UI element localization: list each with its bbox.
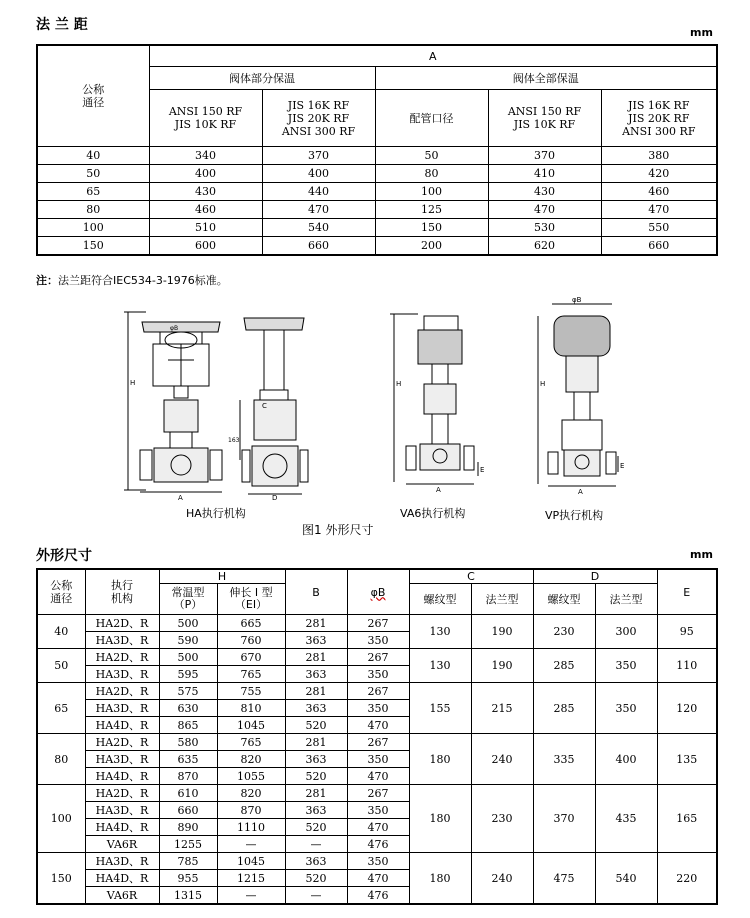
table-cell: 267 bbox=[347, 785, 409, 802]
table-cell: 350 bbox=[347, 666, 409, 683]
table-cell: 230 bbox=[533, 615, 595, 649]
table-cell: 440 bbox=[262, 183, 375, 201]
table-cell: 180 bbox=[409, 785, 471, 853]
D-thread-header: 螺纹型 bbox=[533, 584, 595, 615]
table-cell: 635 bbox=[159, 751, 217, 768]
table-cell: — bbox=[217, 887, 285, 905]
table-cell: 520 bbox=[285, 768, 347, 785]
table-cell: 130 bbox=[409, 649, 471, 683]
table-cell: 363 bbox=[285, 700, 347, 717]
footnote-text: 法兰距符合IEC534-3-1976标准。 bbox=[58, 274, 228, 287]
ha-label: HA执行机构 bbox=[186, 507, 246, 520]
table-cell: 40 bbox=[37, 147, 149, 165]
table-cell: 520 bbox=[285, 819, 347, 836]
phiB-header bbox=[347, 569, 409, 615]
dimensions-table bbox=[36, 568, 718, 905]
table-cell: — bbox=[217, 836, 285, 853]
table-cell: 520 bbox=[285, 717, 347, 734]
table-cell: 755 bbox=[217, 683, 285, 700]
table-cell: HA4D、R bbox=[85, 717, 159, 734]
dim-H-label: H bbox=[130, 379, 136, 387]
table-cell: 1045 bbox=[217, 717, 285, 734]
table-cell: 470 bbox=[347, 717, 409, 734]
table-cell: 1055 bbox=[217, 768, 285, 785]
table-cell: HA3D、R bbox=[85, 666, 159, 683]
nominal-header: 公称 通径 bbox=[37, 45, 149, 147]
section1-title: 法 兰 距 bbox=[36, 17, 88, 33]
table-cell: 540 bbox=[262, 219, 375, 237]
table-cell: 350 bbox=[347, 700, 409, 717]
table-cell: 80 bbox=[37, 734, 85, 785]
table-cell: 460 bbox=[149, 201, 262, 219]
table-row bbox=[37, 165, 717, 183]
table-cell: 80 bbox=[375, 165, 488, 183]
col-header: ANSI 150 RF JIS 10K RF bbox=[149, 90, 262, 147]
table-cell: 50 bbox=[37, 649, 85, 683]
table-cell: 350 bbox=[595, 683, 657, 734]
table-cell: 240 bbox=[471, 853, 533, 905]
table-cell: — bbox=[285, 887, 347, 905]
dim-A-label: A bbox=[178, 494, 183, 500]
footnote bbox=[36, 272, 228, 288]
table-row bbox=[37, 853, 717, 870]
table-cell: 150 bbox=[375, 219, 488, 237]
table-cell: HA2D、R bbox=[85, 649, 159, 666]
table-cell: 785 bbox=[159, 853, 217, 870]
table-cell: HA3D、R bbox=[85, 751, 159, 768]
table-row bbox=[37, 734, 717, 751]
full-insulation-header: 阀体全部保温 bbox=[375, 67, 717, 90]
table-cell: 520 bbox=[285, 870, 347, 887]
table-cell: 670 bbox=[217, 649, 285, 666]
table-cell: 470 bbox=[347, 768, 409, 785]
table-cell: 590 bbox=[159, 632, 217, 649]
section1-unit: mm bbox=[690, 26, 713, 39]
table-cell: 340 bbox=[149, 147, 262, 165]
table-cell: 600 bbox=[149, 237, 262, 256]
B-header: B bbox=[285, 569, 347, 615]
table-cell: 267 bbox=[347, 734, 409, 751]
table-cell: 267 bbox=[347, 683, 409, 700]
table-row bbox=[37, 147, 717, 165]
table-cell: 400 bbox=[149, 165, 262, 183]
table-cell: 765 bbox=[217, 734, 285, 751]
ha-actuator-svg bbox=[120, 300, 320, 500]
table-cell: 400 bbox=[262, 165, 375, 183]
table-cell: 363 bbox=[285, 853, 347, 870]
footnote-label: 注： bbox=[36, 274, 58, 287]
table-cell: 80 bbox=[37, 201, 149, 219]
C-thread-header: 螺纹型 bbox=[409, 584, 471, 615]
table-cell: 350 bbox=[347, 632, 409, 649]
dim-phiB-label: φB bbox=[170, 325, 179, 332]
table-cell: 350 bbox=[347, 751, 409, 768]
table-cell: HA2D、R bbox=[85, 734, 159, 751]
table-cell: 665 bbox=[217, 615, 285, 632]
table-cell: 100 bbox=[375, 183, 488, 201]
table-cell: 620 bbox=[488, 237, 601, 256]
table-cell: 420 bbox=[601, 165, 717, 183]
table-cell: 430 bbox=[488, 183, 601, 201]
table-cell: 190 bbox=[471, 649, 533, 683]
table-cell: 100 bbox=[37, 785, 85, 853]
table-cell: 100 bbox=[37, 219, 149, 237]
table-cell: 580 bbox=[159, 734, 217, 751]
vp-actuator-svg bbox=[530, 296, 630, 496]
table-cell: 180 bbox=[409, 853, 471, 905]
table-cell: 215 bbox=[471, 683, 533, 734]
table-cell: 1315 bbox=[159, 887, 217, 905]
partial-insulation-header: 阀体部分保温 bbox=[149, 67, 375, 90]
table-cell: 890 bbox=[159, 819, 217, 836]
table-cell: 230 bbox=[471, 785, 533, 853]
va-dim-H-label: H bbox=[396, 380, 402, 388]
col-header: JIS 16K RF JIS 20K RF ANSI 300 RF bbox=[262, 90, 375, 147]
table-cell: 281 bbox=[285, 785, 347, 802]
table-cell: 460 bbox=[601, 183, 717, 201]
table-cell: 370 bbox=[262, 147, 375, 165]
table-cell: 475 bbox=[533, 853, 595, 905]
table-cell: 470 bbox=[601, 201, 717, 219]
table-cell: 575 bbox=[159, 683, 217, 700]
va-actuator-svg bbox=[388, 306, 488, 496]
table-cell: 500 bbox=[159, 615, 217, 632]
table-cell: 285 bbox=[533, 649, 595, 683]
table-cell: HA3D、R bbox=[85, 802, 159, 819]
table-cell: 820 bbox=[217, 751, 285, 768]
table-row bbox=[37, 649, 717, 666]
normal-type-header: 常温型 （P） bbox=[159, 584, 217, 615]
table-cell: 180 bbox=[409, 734, 471, 785]
table-cell: 363 bbox=[285, 632, 347, 649]
table-cell: HA3D、R bbox=[85, 700, 159, 717]
figure-caption: 图1 外形尺寸 bbox=[302, 523, 374, 537]
table-cell: 65 bbox=[37, 183, 149, 201]
table-cell: 335 bbox=[533, 734, 595, 785]
table-cell: 476 bbox=[347, 887, 409, 905]
table-cell: 267 bbox=[347, 615, 409, 632]
table-cell: 150 bbox=[37, 237, 149, 256]
section2-title: 外形尺寸 bbox=[36, 548, 92, 564]
table-cell: 410 bbox=[488, 165, 601, 183]
table-cell: 370 bbox=[488, 147, 601, 165]
table-cell: 300 bbox=[595, 615, 657, 649]
table-cell: 130 bbox=[409, 615, 471, 649]
table-cell: 470 bbox=[262, 201, 375, 219]
table-cell: 760 bbox=[217, 632, 285, 649]
table-cell: 430 bbox=[149, 183, 262, 201]
table-cell: 1110 bbox=[217, 819, 285, 836]
table-row bbox=[37, 219, 717, 237]
table-cell: 865 bbox=[159, 717, 217, 734]
table-cell: 540 bbox=[595, 853, 657, 905]
table-cell: 50 bbox=[37, 165, 149, 183]
table-cell: 1045 bbox=[217, 853, 285, 870]
table-cell: 95 bbox=[657, 615, 717, 649]
table-cell: 220 bbox=[657, 853, 717, 905]
va-actuator-drawing bbox=[388, 306, 488, 496]
table-cell: 470 bbox=[347, 870, 409, 887]
table-cell: 50 bbox=[375, 147, 488, 165]
col-header: 配管口径 bbox=[375, 90, 488, 147]
vp-dim-A-label: A bbox=[578, 488, 583, 496]
table-cell: 500 bbox=[159, 649, 217, 666]
H-header: H bbox=[159, 569, 285, 584]
table-row bbox=[37, 683, 717, 700]
table-cell: 510 bbox=[149, 219, 262, 237]
section2-unit: mm bbox=[690, 548, 713, 561]
table-cell: 350 bbox=[347, 802, 409, 819]
table-cell: 350 bbox=[347, 853, 409, 870]
va-label: VA6执行机构 bbox=[400, 507, 466, 520]
table-cell: 550 bbox=[601, 219, 717, 237]
table-cell: 363 bbox=[285, 802, 347, 819]
table-cell: 530 bbox=[488, 219, 601, 237]
table-cell: 820 bbox=[217, 785, 285, 802]
table-cell: 470 bbox=[488, 201, 601, 219]
A-header: A bbox=[149, 45, 717, 67]
table-cell: 810 bbox=[217, 700, 285, 717]
table-cell: 125 bbox=[375, 201, 488, 219]
table-cell: 200 bbox=[375, 237, 488, 256]
table-cell: 281 bbox=[285, 615, 347, 632]
vp-dim-E-label: E bbox=[620, 462, 625, 470]
nominal-header: 公称 通径 bbox=[37, 569, 85, 615]
D-header: D bbox=[533, 569, 657, 584]
table-cell: 435 bbox=[595, 785, 657, 853]
table-cell: HA3D、R bbox=[85, 853, 159, 870]
col-header: ANSI 150 RF JIS 10K RF bbox=[488, 90, 601, 147]
table-cell: 870 bbox=[159, 768, 217, 785]
table-cell: VA6R bbox=[85, 887, 159, 905]
table-cell: 285 bbox=[533, 683, 595, 734]
table-cell: HA2D、R bbox=[85, 615, 159, 632]
table-cell: VA6R bbox=[85, 836, 159, 853]
table-cell: 363 bbox=[285, 666, 347, 683]
flange-distance-table bbox=[36, 44, 718, 256]
vp-label: VP执行机构 bbox=[545, 509, 604, 522]
table-cell: 240 bbox=[471, 734, 533, 785]
table-cell: 110 bbox=[657, 649, 717, 683]
col-header: JIS 16K RF JIS 20K RF ANSI 300 RF bbox=[601, 90, 717, 147]
table-cell: — bbox=[285, 836, 347, 853]
table-cell: 955 bbox=[159, 870, 217, 887]
va-dim-A-label: A bbox=[436, 486, 441, 494]
table-row bbox=[37, 615, 717, 632]
table-cell: 370 bbox=[533, 785, 595, 853]
table-row bbox=[37, 201, 717, 219]
table-cell: HA2D、R bbox=[85, 683, 159, 700]
table-cell: HA3D、R bbox=[85, 632, 159, 649]
table-cell: HA2D、R bbox=[85, 785, 159, 802]
table-cell: 155 bbox=[409, 683, 471, 734]
D-flange-header: 法兰型 bbox=[595, 584, 657, 615]
actuator-header: 执行 机构 bbox=[85, 569, 159, 615]
phiB-text: φB bbox=[370, 585, 386, 599]
table-row bbox=[37, 183, 717, 201]
table-cell: 281 bbox=[285, 683, 347, 700]
dim-D-label: D bbox=[272, 494, 278, 500]
dim-C-label: C bbox=[262, 402, 267, 410]
table-cell: 281 bbox=[285, 734, 347, 751]
table-row bbox=[37, 237, 717, 256]
table-cell: 65 bbox=[37, 683, 85, 734]
table-cell: 660 bbox=[159, 802, 217, 819]
table-cell: 363 bbox=[285, 751, 347, 768]
table-cell: 470 bbox=[347, 819, 409, 836]
table-cell: 660 bbox=[262, 237, 375, 256]
table-cell: 610 bbox=[159, 785, 217, 802]
table-cell: 595 bbox=[159, 666, 217, 683]
table-cell: 476 bbox=[347, 836, 409, 853]
extended-type-header: 伸长 I 型 （EI） bbox=[217, 584, 285, 615]
table-cell: 350 bbox=[595, 649, 657, 683]
table-cell: 630 bbox=[159, 700, 217, 717]
table-cell: 150 bbox=[37, 853, 85, 905]
vp-dim-H-label: H bbox=[540, 380, 546, 388]
table-cell: 190 bbox=[471, 615, 533, 649]
table-cell: 40 bbox=[37, 615, 85, 649]
table-cell: 135 bbox=[657, 734, 717, 785]
C-flange-header: 法兰型 bbox=[471, 584, 533, 615]
ha-actuator-drawing bbox=[120, 300, 320, 500]
table-cell: 1255 bbox=[159, 836, 217, 853]
table-cell: 165 bbox=[657, 785, 717, 853]
table-cell: 765 bbox=[217, 666, 285, 683]
table-cell: 660 bbox=[601, 237, 717, 256]
dim-163-label: 163 bbox=[228, 437, 240, 444]
table-cell: 870 bbox=[217, 802, 285, 819]
table-cell: 281 bbox=[285, 649, 347, 666]
vp-actuator-drawing bbox=[530, 296, 630, 496]
table-cell: 1215 bbox=[217, 870, 285, 887]
table-cell: HA4D、R bbox=[85, 768, 159, 785]
E-header: E bbox=[657, 569, 717, 615]
table-cell: 400 bbox=[595, 734, 657, 785]
table-row bbox=[37, 785, 717, 802]
vp-dim-phiB-label: φB bbox=[572, 296, 582, 304]
va-dim-E-label: E bbox=[480, 466, 485, 474]
table-cell: 120 bbox=[657, 683, 717, 734]
table-cell: HA4D、R bbox=[85, 870, 159, 887]
C-header: C bbox=[409, 569, 533, 584]
table-cell: 267 bbox=[347, 649, 409, 666]
table-cell: HA4D、R bbox=[85, 819, 159, 836]
table-cell: 380 bbox=[601, 147, 717, 165]
